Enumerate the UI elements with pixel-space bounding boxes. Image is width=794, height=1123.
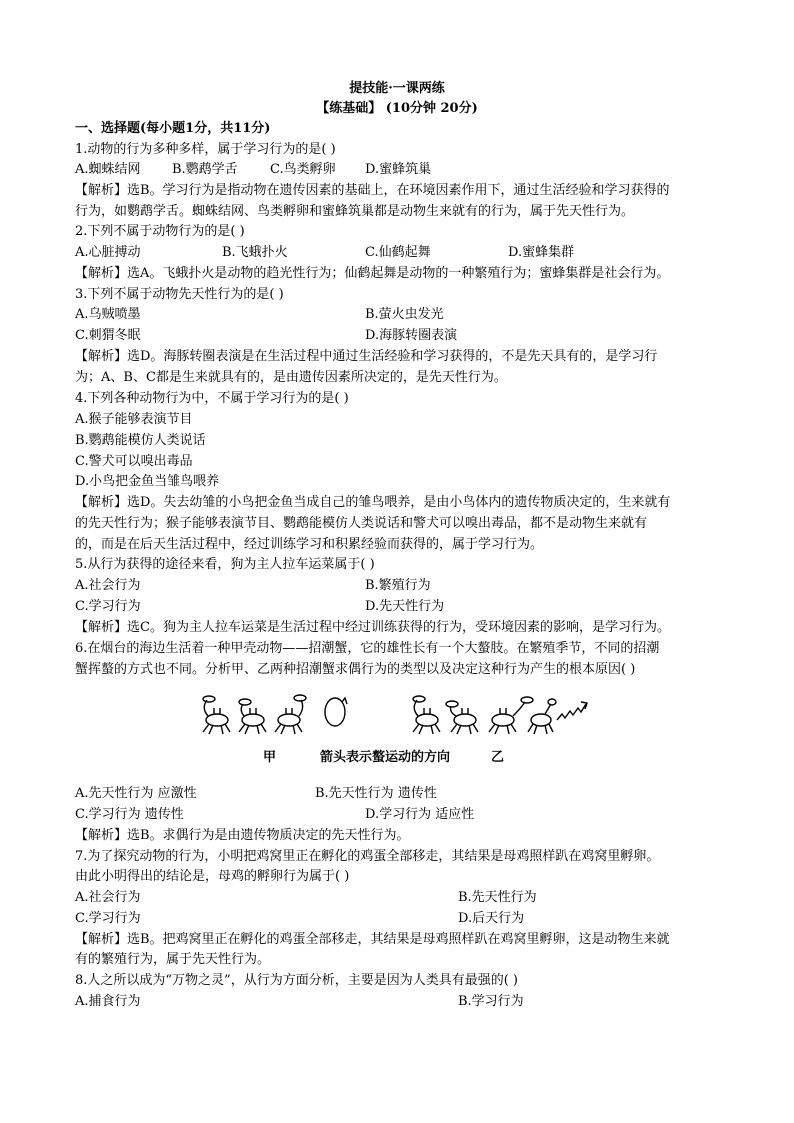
question-4-analysis-line-3: 的，而是在后天生活过程中，经过训练学习和积累经验而获得的，属于学习行为。 bbox=[75, 537, 544, 552]
question-8-option-a: A.捕食行为 bbox=[75, 994, 141, 1009]
question-8-option-b: B.学习行为 bbox=[458, 994, 524, 1009]
question-2-analysis: 【解析】选A。飞蛾扑火是动物的趋光性行为；仙鹤起舞是动物的一种繁殖行为；蜜蜂集群是社会行为。 bbox=[75, 266, 670, 281]
fiddler-crab-illustration bbox=[195, 690, 595, 740]
crab-yi-1 bbox=[413, 696, 440, 734]
question-3-option-d: D.海豚转圈表演 bbox=[365, 328, 458, 343]
question-4-option-c: C.警犬可以嗅出毒品 bbox=[75, 454, 193, 469]
fiddler-crab-figure bbox=[195, 690, 595, 765]
question-5-stem: 5.从行为获得的途径来看，狗为主人拉车运菜属于( ) bbox=[75, 557, 375, 572]
question-5-option-a: A.社会行为 bbox=[75, 578, 141, 593]
question-5-option-d: D.先天性行为 bbox=[365, 599, 445, 614]
crab-jia-2 bbox=[239, 699, 266, 734]
question-4-option-a: A.猴子能够表演节目 bbox=[75, 412, 193, 427]
crab-yi-4 bbox=[528, 699, 556, 734]
question-6-option-c: C.学习行为 遗传性 bbox=[75, 807, 184, 822]
question-4-analysis-line-1: 【解析】选D。失去幼雏的小鸟把金鱼当成自己的雏鸟喂养，是由小鸟体内的遗传物质决定的，生来就有 bbox=[75, 495, 671, 510]
question-6-stem-line-2: 蟹挥螯的方式也不同。分析甲、乙两种招潮蟹求偶行为的类型以及决定这种行为产生的根本原因( ) bbox=[75, 662, 636, 677]
page-subtitle: 【练基础】 (10分钟 20分) bbox=[316, 101, 478, 116]
question-2-option-b: B.飞蛾扑火 bbox=[222, 245, 288, 260]
question-3-analysis-line-1: 【解析】选D。海豚转圈表演是在生活过程中通过生活经验和学习获得的，不是先天具有的，是学习行 bbox=[75, 349, 658, 364]
question-7-option-a: A.社会行为 bbox=[75, 890, 141, 905]
question-1-analysis-line-2: 行为，如鹦鹉学舌。蜘蛛结网、鸟类孵卵和蜜蜂筑巢都是动物生来就有的行为，属于先天性行为。 bbox=[75, 204, 635, 219]
question-2-option-a: A.心脏搏动 bbox=[75, 245, 141, 260]
question-2-option-c: C.仙鹤起舞 bbox=[365, 245, 431, 260]
question-4-option-b: B.鹦鹉能模仿人类说话 bbox=[75, 433, 206, 448]
question-7-stem-line-2: 由此小明得出的结论是，母鸡的孵卵行为属于( ) bbox=[75, 869, 350, 884]
page-title: 提技能·一课两练 bbox=[349, 81, 445, 96]
crab-jia-1 bbox=[203, 696, 230, 734]
question-3-option-c: C.刺猬冬眠 bbox=[75, 328, 141, 343]
question-3-analysis-line-2: 为；A、B、C都是生来就具有的，是由遗传因素所决定的，是先天性行为。 bbox=[75, 370, 507, 385]
question-1-option-b: B.鹦鹉学舌 bbox=[172, 162, 238, 177]
question-5-option-b: B.繁殖行为 bbox=[365, 578, 431, 593]
question-1-analysis-line-1: 【解析】选B。学习行为是指动物在遗传因素的基础上，在环境因素作用下，通过生活经验和学习获得的 bbox=[75, 183, 670, 198]
question-6-option-d: D.学习行为 适应性 bbox=[365, 807, 475, 822]
figure-caption: 箭头表示螯运动的方向 bbox=[320, 750, 451, 765]
crab-yi-2 bbox=[446, 701, 478, 734]
question-3-option-a: A.乌贼喷墨 bbox=[75, 307, 141, 322]
question-4-option-d: D.小鸟把金鱼当雏鸟喂养 bbox=[75, 474, 220, 489]
question-1-stem: 1.动物的行为多种多样，属于学习行为的是( ) bbox=[75, 142, 336, 157]
crab-jia-3 bbox=[275, 695, 306, 734]
question-7-option-c: C.学习行为 bbox=[75, 911, 141, 926]
question-1-option-c: C.鸟类孵卵 bbox=[270, 162, 336, 177]
question-7-analysis-line-2: 有的繁殖行为，属于先天性行为。 bbox=[75, 952, 271, 967]
question-7-option-b: B.先天性行为 bbox=[458, 890, 537, 905]
question-3-option-b: B.萤火虫发光 bbox=[365, 307, 444, 322]
figure-label-yi: 乙 bbox=[491, 750, 505, 765]
section-heading: 一、选择题(每小题1分，共11分) bbox=[75, 121, 271, 136]
figure-label-jia: 甲 bbox=[263, 750, 277, 765]
question-6-analysis: 【解析】选B。求偶行为是由遗传物质决定的先天性行为。 bbox=[75, 828, 410, 843]
question-6-option-b: B.先天性行为 遗传性 bbox=[315, 786, 437, 801]
question-1-option-d: D.蜜蜂筑巢 bbox=[365, 162, 432, 177]
zigzag-motion-arrow-yi bbox=[557, 704, 586, 720]
question-6-stem-line-1: 6.在烟台的海边生活着一种甲壳动物——招潮蟹，它的雄性长有一个大螯肢。在繁殖季节，不同的招潮 bbox=[75, 641, 660, 656]
question-2-stem: 2.下列不属于动物行为的是( ) bbox=[75, 224, 245, 239]
question-1-option-a: A.蜘蛛结网 bbox=[75, 162, 141, 177]
question-5-option-c: C.学习行为 bbox=[75, 599, 141, 614]
crab-yi-3 bbox=[489, 697, 533, 734]
question-4-analysis-line-2: 的先天性行为；猴子能够表演节目、鹦鹉能模仿人类说话和警犬可以嗅出毒品，都不是动物生来就有 bbox=[75, 516, 648, 531]
question-7-analysis-line-1: 【解析】选B。把鸡窝里正在孵化的鸡蛋全部移走，其结果是母鸡照样趴在鸡窝里孵卵，这是动物生来就 bbox=[75, 932, 670, 947]
circular-motion-arrow-jia bbox=[325, 698, 345, 726]
question-8-stem: 8.人之所以成为“万物之灵”，从行为方面分析，主要是因为人类具有最强的( ) bbox=[75, 973, 518, 988]
question-3-stem: 3.下列不属于动物先天性行为的是( ) bbox=[75, 287, 284, 302]
question-7-option-d: D.后天行为 bbox=[458, 911, 525, 926]
question-4-stem: 4.下列各种动物行为中，不属于学习行为的是( ) bbox=[75, 391, 349, 406]
question-6-option-a: A.先天性行为 应激性 bbox=[75, 786, 197, 801]
question-5-analysis: 【解析】选C。狗为主人拉车运菜是生活过程中经过训练获得的行为，受环境因素的影响，是学习行为。 bbox=[75, 620, 670, 635]
question-7-stem-line-1: 7.为了探究动物的行为，小明把鸡窝里正在孵化的鸡蛋全部移走，其结果是母鸡照样趴在鸡窝里孵卵。 bbox=[75, 849, 660, 864]
question-2-option-d: D.蜜蜂集群 bbox=[508, 245, 575, 260]
